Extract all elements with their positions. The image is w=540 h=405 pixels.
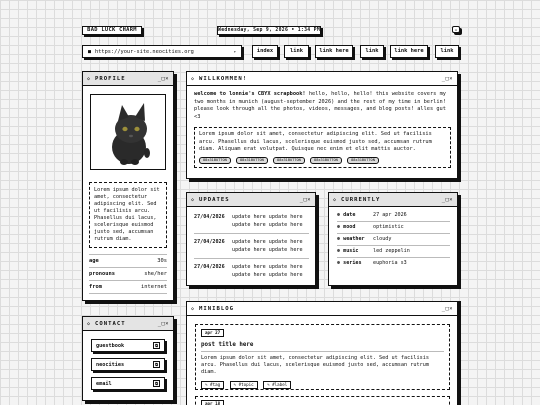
diamond-icon: ◇	[191, 305, 196, 312]
stat-key: age	[89, 258, 99, 264]
88x31-button[interactable]: 88x31BUTTON	[310, 157, 342, 164]
contact-label: neocities	[96, 361, 125, 368]
link-icon: ⧉	[153, 361, 160, 368]
profile-window	[82, 71, 174, 301]
address-bar[interactable]	[82, 45, 242, 58]
welcome-title: WILLKOMMEN!	[199, 75, 248, 82]
update-date: 27/04/2026	[194, 214, 225, 220]
button-row	[199, 157, 446, 164]
contact-label: email	[96, 380, 112, 387]
currently-row-series	[337, 258, 450, 269]
window-controls[interactable]: _□×	[441, 75, 453, 82]
welcome-window	[186, 71, 458, 179]
stat-row-pronouns	[89, 268, 167, 281]
post-title: post title here	[201, 342, 444, 352]
profile-titlebar	[83, 72, 173, 86]
update-row	[194, 234, 309, 259]
update-row	[194, 259, 309, 283]
welcome-intro	[187, 86, 457, 121]
nav-link-button-3[interactable]: link	[435, 45, 459, 58]
welcome-lorem: Lorem ipsum dolor sit amet, consectetur adipiscing elit. Sed ut facilisis arcu. Phasellus dui lacus, scelerisque euismod justo sed, accumsan rutrum diam. Aliquam erat volutpat. Quisque nec enim et elit mattis auctor.	[199, 131, 432, 153]
stat-key: pronouns	[89, 271, 115, 277]
stat-key: from	[89, 284, 102, 290]
contact-label: guestbook	[96, 342, 125, 349]
profile-bio: Lorem ipsum dolor sit amet, consectetur adipiscing elit. Sed ut facilisis arcu. Phasellus dui lacus, scelerisque euismod justo sed, accumsan rutrum diam.	[89, 182, 167, 248]
currently-key: ✽ series	[337, 260, 362, 266]
cat-image	[91, 95, 166, 170]
welcome-intro-bold: welcome to lonnie's CBYX scrapbook!	[194, 91, 306, 97]
currently-value: cloudy	[373, 236, 392, 242]
currently-key: ✽ music	[337, 248, 359, 254]
currently-row-music	[337, 246, 450, 258]
updates-title: UPDATES	[199, 196, 230, 203]
tag-chip[interactable]: ✎ #topic	[230, 381, 258, 389]
currently-title: CURRENTLY	[341, 196, 381, 203]
welcome-intro-text: hello, hello, hello! this website covers my two months in munich (august-september 2026) and the rest of my time in berlin! please look through all the photos, videos, messages, and blog posts! alles gut <3	[194, 91, 446, 120]
stat-row-age	[89, 254, 167, 268]
nav-link-button-1[interactable]: link	[284, 45, 309, 58]
miniblog-window	[186, 301, 458, 405]
currently-key: ✽ date	[337, 212, 356, 218]
contact-titlebar	[83, 317, 173, 331]
stat-row-from	[89, 281, 167, 294]
contact-links	[83, 331, 173, 390]
url-text: https://your-site.neocities.org	[95, 48, 194, 55]
post-body: Lorem ipsum dolor sit amet, consectetur adipiscing elit. Sed ut facilisis arcu. Phasellus dui lacus, scelerisque euismod justo sed, accumsan rutrum diam.	[201, 355, 429, 376]
window-controls[interactable]: _□×	[157, 320, 169, 327]
update-text: update here update here update here update here	[232, 264, 303, 278]
currently-list	[329, 207, 457, 269]
nav-link-here-button-2[interactable]: link here	[390, 45, 428, 58]
post-tags	[201, 381, 444, 389]
diamond-icon: ◇	[191, 196, 196, 203]
updates-window	[186, 192, 316, 286]
currently-row-date	[337, 210, 450, 222]
window-controls[interactable]: _□×	[441, 305, 453, 312]
88x31-button[interactable]: 88x31BUTTON	[236, 157, 268, 164]
currently-value: led zeppelin	[373, 248, 410, 254]
miniblog-titlebar	[187, 302, 457, 316]
update-row	[194, 209, 309, 234]
currently-key: ✽ mood	[337, 224, 356, 230]
welcome-titlebar	[187, 72, 457, 86]
88x31-button[interactable]: 88x31BUTTON	[199, 157, 231, 164]
tag-chip[interactable]: ✎ #label	[263, 381, 291, 389]
datetime-display: Wednesday, Sep 9, 2026 • 1:34 PM	[218, 28, 321, 33]
currently-value: euphoria s3	[373, 260, 407, 266]
contact-title: CONTACT	[95, 320, 126, 327]
88x31-button[interactable]: 88x31BUTTON	[273, 157, 305, 164]
88x31-button[interactable]: 88x31BUTTON	[347, 157, 379, 164]
update-date: 27/04/2026	[194, 239, 225, 245]
diamond-icon: ◇	[191, 75, 196, 82]
updates-list	[187, 207, 315, 283]
profile-photo	[90, 94, 166, 170]
dropdown-icon[interactable]: ▾	[233, 49, 236, 54]
diamond-icon: ◇	[333, 196, 338, 203]
profile-title: PROFILE	[95, 75, 126, 82]
diamond-icon: ◇	[87, 320, 92, 327]
update-text: update here update here update here update here	[232, 214, 303, 228]
menu-icon[interactable]: =	[452, 26, 460, 33]
nav-link-button-2[interactable]: link	[360, 45, 384, 58]
window-controls[interactable]: _□×	[157, 75, 169, 82]
email-button[interactable]	[91, 377, 165, 390]
update-text: update here update here update here update here	[232, 239, 303, 253]
currently-value: optimistic	[373, 224, 404, 230]
updates-titlebar	[187, 193, 315, 207]
post-date-badge: apr 18	[201, 400, 224, 405]
nav-link-here-button-1[interactable]: link here	[315, 45, 353, 58]
site-badge: BAD LUCK CHARM	[82, 26, 142, 35]
update-date: 27/04/2026	[194, 264, 225, 270]
miniblog-title: MINIBLOG	[199, 305, 234, 312]
stat-value: she/her	[144, 271, 167, 277]
diamond-icon: ◇	[87, 75, 92, 82]
tag-chip[interactable]: ✎ #tag	[201, 381, 224, 389]
page-icon: ■	[88, 48, 92, 55]
blog-post	[195, 324, 450, 390]
currently-key: ✽ weather	[337, 236, 365, 242]
link-icon: ⧉	[153, 342, 160, 349]
currently-titlebar	[329, 193, 457, 207]
guestbook-button[interactable]	[91, 339, 165, 352]
welcome-lorem-box	[194, 127, 451, 168]
currently-value: 27 apr 2026	[373, 212, 407, 218]
contact-window	[82, 316, 174, 401]
currently-row-weather	[337, 234, 450, 246]
mail-icon: ⧉	[153, 380, 160, 387]
nav-index-button[interactable]: index	[252, 45, 278, 58]
stat-value: 30s	[157, 258, 167, 264]
currently-window	[328, 192, 458, 286]
window-controls[interactable]: _□×	[299, 196, 311, 203]
post-date-badge: apr 27	[201, 329, 224, 337]
currently-row-mood	[337, 222, 450, 234]
neocities-button[interactable]	[91, 358, 165, 371]
profile-stats	[89, 254, 167, 294]
blog-post	[195, 396, 450, 405]
stat-value: internet	[141, 284, 167, 290]
window-controls[interactable]: _□×	[441, 196, 453, 203]
